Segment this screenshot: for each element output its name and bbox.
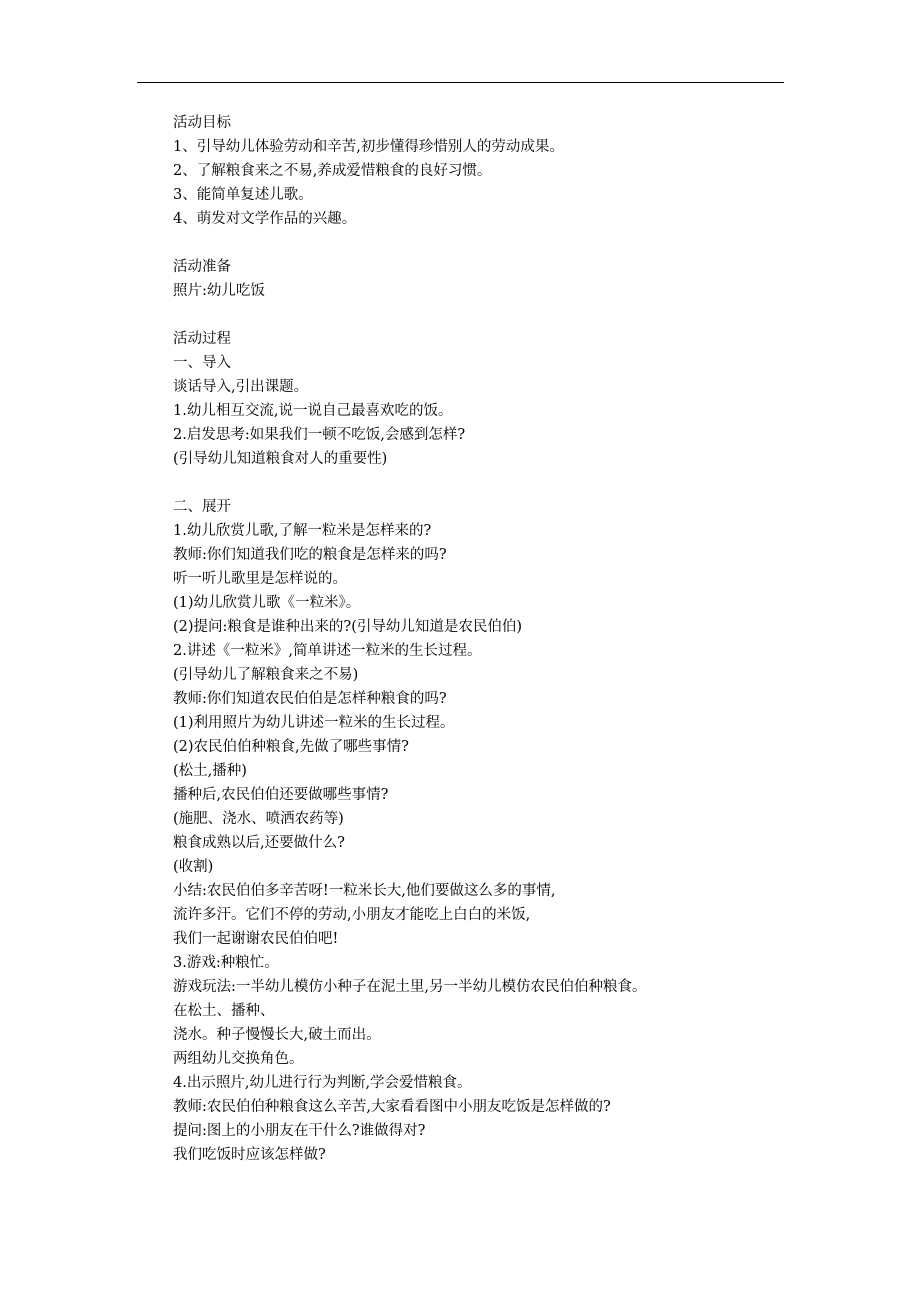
process-line: 二、展开	[173, 499, 231, 515]
process-line: 教师:农民伯伯种粮食这么辛苦,大家看看图中小朋友吃饭是怎样做的?	[173, 1099, 611, 1115]
paragraph-gap	[173, 471, 773, 495]
goal-item: 1、引导幼儿体验劳动和辛苦,初步懂得珍惜别人的劳动成果。	[173, 139, 564, 155]
process-line: 我们一起谢谢农民伯伯吧!	[173, 931, 339, 947]
document-body	[173, 111, 773, 1167]
process-line: 在松土、播种、	[173, 1003, 275, 1019]
process-line: 1.幼儿相互交流,说一说自己最喜欢吃的饭。	[173, 403, 453, 419]
process-line: 一、导入	[173, 355, 231, 371]
process-line: (引导幼儿了解粮食来之不易)	[173, 667, 359, 683]
section-heading-goals: 活动目标	[173, 115, 231, 131]
process-line: 游戏玩法:一半幼儿模仿小种子在泥土里,另一半幼儿模仿农民伯伯种粮食。	[173, 979, 647, 995]
process-line: (引导幼儿知道粮食对人的重要性)	[173, 451, 388, 467]
section-heading-prep: 活动准备	[173, 259, 231, 275]
process-line: 谈话导入,引出课题。	[173, 379, 309, 395]
process-line: 浇水。种子慢慢长大,破土而出。	[173, 1027, 381, 1043]
process-line: 听一听儿歌里是怎样说的。	[173, 571, 347, 587]
process-line: (1)利用照片为幼儿讲述一粒米的生长过程。	[173, 715, 455, 731]
process-line: (1)幼儿欣赏儿歌《一粒米》。	[173, 595, 361, 611]
process-line: 粮食成熟以后,还要做什么?	[173, 835, 345, 851]
process-line: (施肥、浇水、喷洒农药等)	[173, 811, 344, 827]
process-line: 教师:你们知道我们吃的粮食是怎样来的吗?	[173, 547, 447, 563]
process-line: 1.幼儿欣赏儿歌,了解一粒米是怎样来的?	[173, 523, 432, 539]
process-line: 2.讲述《一粒米》,简单讲述一粒米的生长过程。	[173, 643, 482, 659]
process-line: 2.启发思考:如果我们一顿不吃饭,会感到怎样?	[173, 427, 466, 443]
goal-item: 3、能简单复述儿歌。	[173, 187, 313, 203]
process-line: 提问:图上的小朋友在干什么?谁做得对?	[173, 1123, 426, 1139]
process-line: (2)提问:粮食是谁种出来的?(引导幼儿知道是农民伯伯)	[173, 619, 523, 635]
goal-item: 4、萌发对文学作品的兴趣。	[173, 211, 357, 227]
paragraph-gap	[173, 231, 773, 255]
process-line: 播种后,农民伯伯还要做哪些事情?	[173, 787, 389, 803]
goal-item: 2、了解粮食来之不易,养成爱惜粮食的良好习惯。	[173, 163, 492, 179]
process-line: 3.游戏:种粮忙。	[173, 955, 279, 971]
process-line: (收割)	[173, 859, 214, 875]
process-line: 4.出示照片,幼儿进行行为判断,学会爱惜粮食。	[173, 1075, 472, 1091]
process-line: 流许多汗。它们不停的劳动,小朋友才能吃上白白的米饭,	[173, 907, 531, 923]
process-line: (2)农民伯伯种粮食,先做了哪些事情?	[173, 739, 409, 755]
paragraph-gap	[173, 303, 773, 327]
prep-item: 照片:幼儿吃饭	[173, 283, 265, 299]
process-line: 教师:你们知道农民伯伯是怎样种粮食的吗?	[173, 691, 447, 707]
process-line: 两组幼儿交换角色。	[173, 1051, 304, 1067]
section-heading-process: 活动过程	[173, 331, 231, 347]
process-line: 小结:农民伯伯多辛苦呀!一粒米长大,他们要做这么多的事情,	[173, 883, 556, 899]
process-line: 我们吃饭时应该怎样做?	[173, 1147, 326, 1163]
header-rule	[137, 82, 784, 83]
process-line: (松土,播种)	[173, 763, 247, 779]
